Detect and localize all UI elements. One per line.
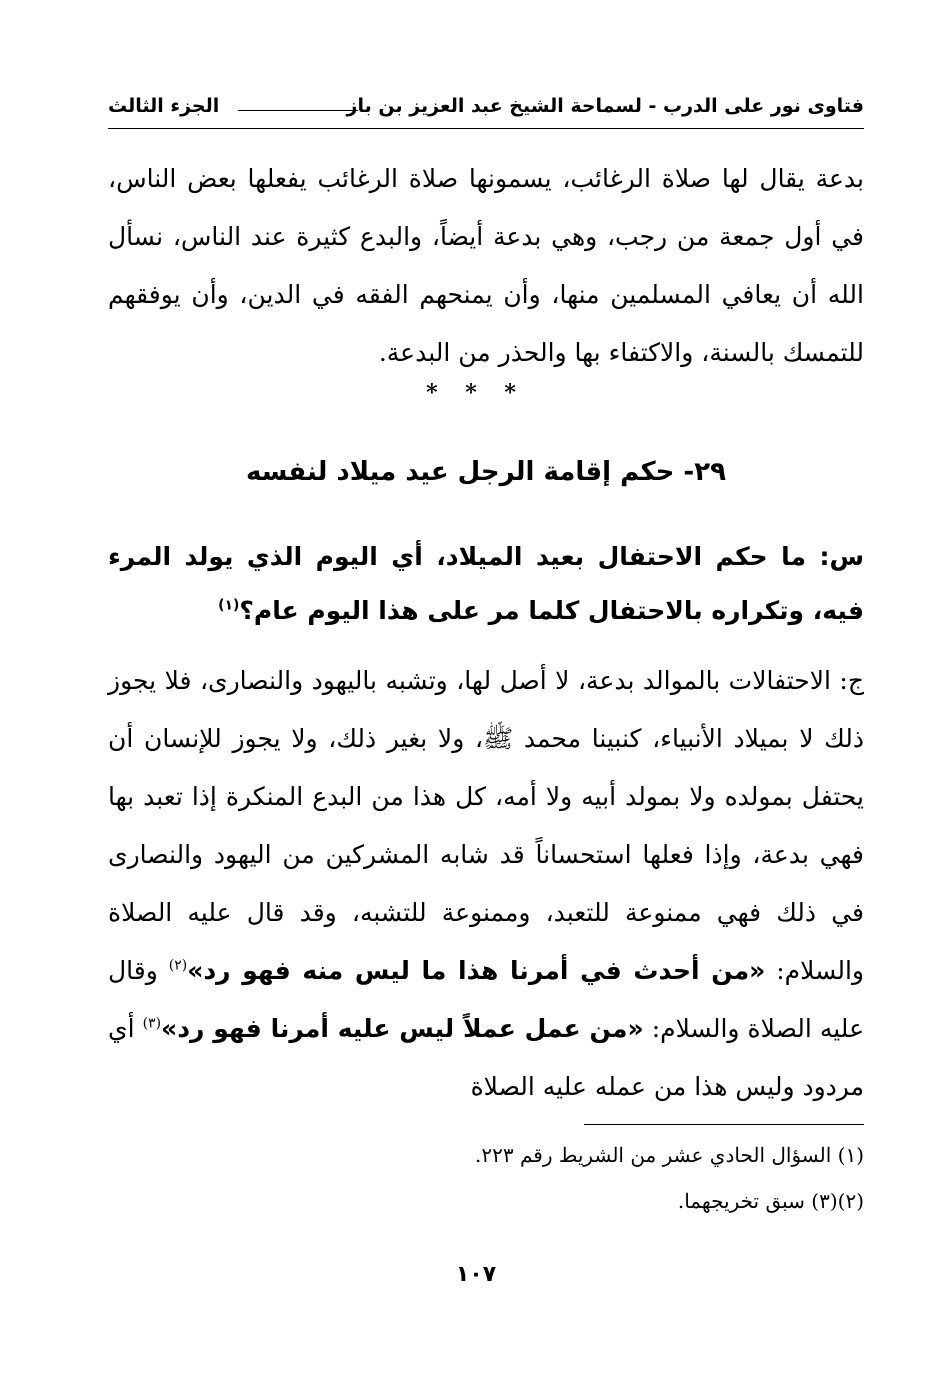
section-separator: * * * — [426, 380, 526, 406]
answer-part-2: وقال عليه الصلاة والسلام: — [108, 956, 864, 1043]
question-body: س: ما حكم الاحتفال بعيد الميلاد، أي اليوم الذي يولد المرء فيه، وتكراره بالاحتفال كلما مر على هذا اليوم عام؟ — [108, 542, 864, 625]
hadith-quote-2: «من عمل عملاً ليس عليه أمرنا فهو رد» — [161, 1014, 644, 1043]
footnote-rule — [584, 1124, 864, 1125]
section-heading: ٢٩- حكم إقامة الرجل عيد ميلاد لنفسه — [246, 457, 726, 487]
question-text — [108, 530, 864, 638]
volume-label: الجزء الثالث — [108, 95, 220, 117]
footnote-1: (١) السؤال الحادي عشر من الشريط رقم ٢٢٣. — [475, 1143, 864, 1167]
header-dash — [238, 110, 358, 111]
footnote-ref-1: (١) — [218, 597, 240, 614]
paragraph-intro: بدعة يقال لها صلاة الرغائب، يسمونها صلاة الرغائب يفعلها بعض الناس، في أول جمعة من رجب، وهي بدعة أيضاً، والبدع كثيرة عند الناس، نسأل الله أن يعافي المسلمين منها، وأن يمنحهم الفقه في الدين، وأن يوفقهم للتمسك بالسنة، والاكتفاء بها والحذر من البدعة. — [108, 164, 864, 367]
answer-text — [108, 652, 864, 1116]
page-number: ١٠٧ — [455, 1262, 497, 1287]
answer-part-1: ج: الاحتفالات بالموالد بدعة، لا أصل لها، وتشبه باليهود والنصارى، فلا يجوز ذلك لا بميلاد الأنبياء، كنبينا محمد ﷺ، ولا بغير ذلك، ولا يجوز للإنسان أن يحتفل بمولده ولا بمولد أبيه ولا أمه، كل هذا من البدع المنكرة إذا تعبد بها فهي بدعة، وإذا فعلها استحساناً قد شابه المشركين من اليهود والنصارى في ذلك فهي ممنوعة للتعبد، وممنوعة للتشبه، وقد قال عليه الصلاة والسلام: — [108, 666, 865, 985]
answer-part-3: أي مردود وليس هذا من عمله عليه الصلاة — [108, 1014, 864, 1101]
footnote-2: (٢)(٣) سبق تخريجهما. — [677, 1189, 864, 1213]
footnote-ref-3: (٣) — [142, 1015, 162, 1032]
header-rule — [108, 128, 864, 129]
book-title: فتاوى نور على الدرب - لسماحة الشيخ عبد العزيز بن باز — [346, 95, 864, 117]
hadith-quote-1: «من أحدث في أمرنا هذا ما ليس منه فهو رد» — [187, 956, 766, 985]
page-header — [108, 88, 864, 124]
footnotes — [108, 1132, 864, 1224]
footnote-ref-2: (٢) — [168, 957, 188, 974]
